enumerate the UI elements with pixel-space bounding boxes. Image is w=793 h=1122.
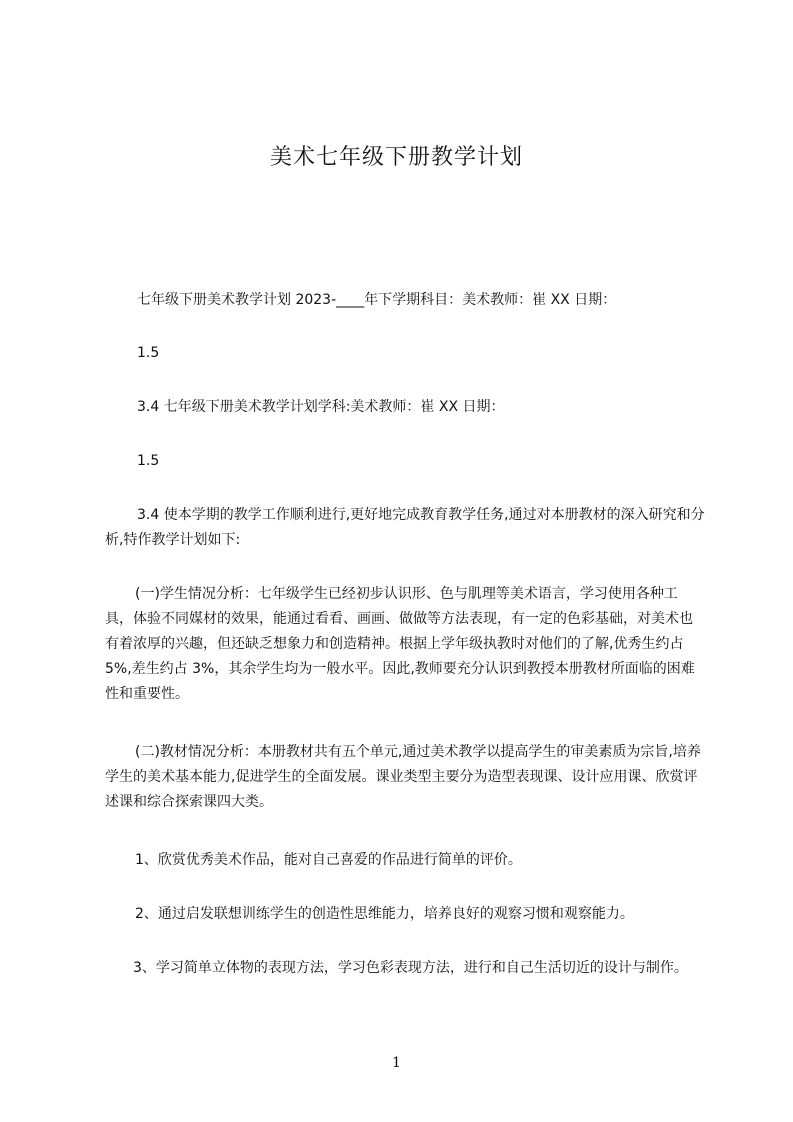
paragraph-goal-1: 1、欣赏优秀美术作品，能对自己喜爱的作品进行简单的评价。 (135, 852, 522, 868)
paragraph-date-fragment-2: 1.5 (137, 453, 160, 469)
paragraph-student-analysis: (一)学生情况分析：七年级学生已经初步认识形、色与肌理等美术语言，学习使用各种工具，体验不同媒材的效果，能通过看看、画画、做做等方法表现，有一定的色彩基础，对美术也有着浓厚的兴趣，但还缺乏想象力和创造精神。根据上学年级执教时对他们的了解,优秀生约占 5%,差生约占 3%，其余学生均为一般水平。因此,教师要充分认识到教授本册教材所面临的困难性和重要性。 (105, 586, 695, 702)
paragraph-intro: 七年级下册美术教学计划 2023-____年下学期科目：美术教师：崔 XX 日期： (137, 292, 617, 308)
paragraph-subject-line: 3.4 七年级下册美术教学计划学科:美术教师：崔 XX 日期： (137, 399, 505, 415)
page-number: 1 (392, 1055, 401, 1071)
paragraph-date-fragment-1: 1.5 (137, 345, 160, 361)
paragraph-purpose: 3.4 使本学期的教学工作顺利进行,更好地完成教育教学任务,通过对本册教材的深入研究和分析,特作教学计划如下: (105, 507, 705, 548)
paragraph-textbook-analysis: (二)教材情况分析：本册教材共有五个单元,通过美术教学以提高学生的审美素质为宗旨,培养学生的美术基本能力,促进学生的全面发展。课业类型主要分为造型表现课、设计应用课、欣赏评述课和综合探索课四大类。 (105, 744, 701, 810)
paragraph-goal-3: 3、学习简单立体物的表现方法，学习色彩表现方法，进行和自己生活切近的设计与制作。 (133, 960, 688, 976)
document-title: 美术七年级下册教学计划 (269, 145, 523, 170)
paragraph-goal-2: 2、通过启发联想训练学生的创造性思维能力，培养良好的观察习惯和观察能力。 (135, 906, 634, 922)
